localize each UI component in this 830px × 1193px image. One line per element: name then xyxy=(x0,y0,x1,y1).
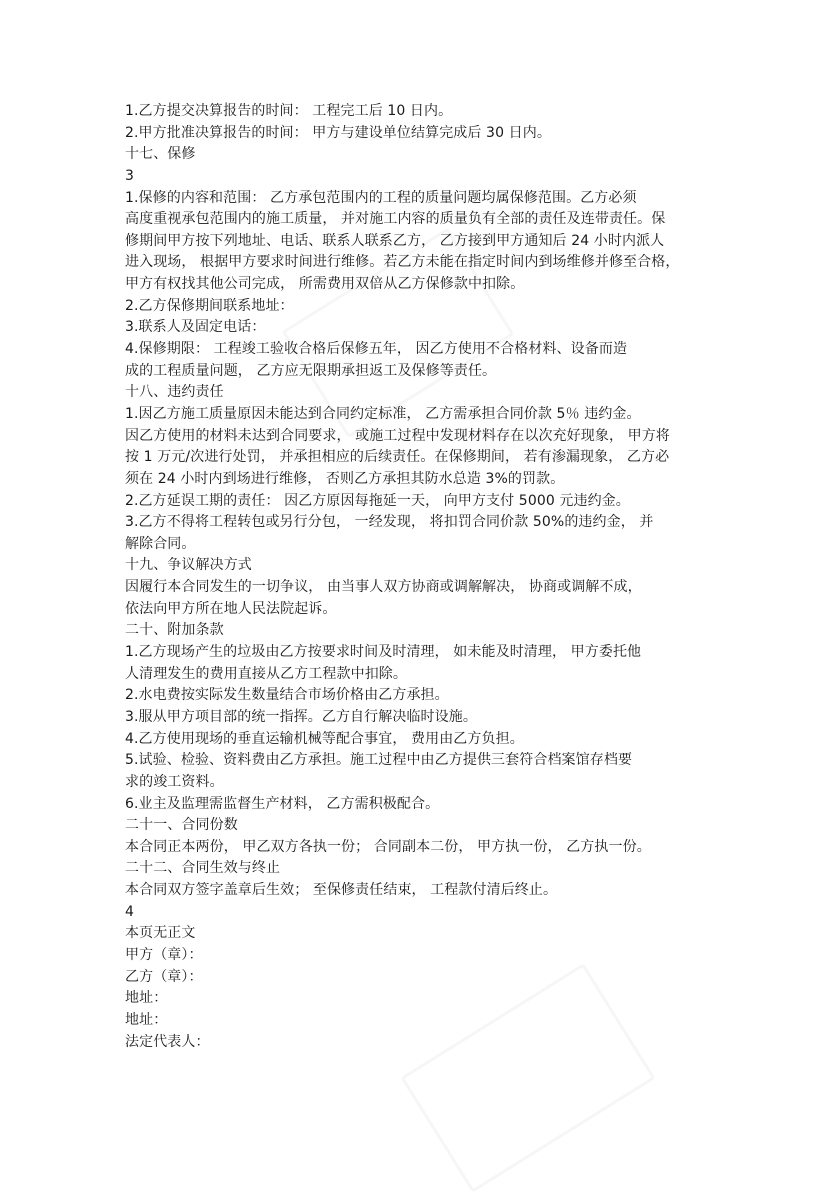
text-line: 本合同双方签字盖章后生效； 至保修责任结束， 工程款付清后终止。 xyxy=(125,882,558,899)
text-line: 2.乙方延误工期的责任： 因乙方原因每拖延一天， 向甲方支付 5000 元违约金。 xyxy=(125,492,630,509)
text-line: 高度重视承包范围内的施工质量， 并对施工内容的质量负有全部的责任及连带责任。保 xyxy=(125,211,666,228)
text-line: 本页无正文 xyxy=(125,925,196,942)
section-heading: 十九、争议解决方式 xyxy=(125,557,252,574)
document-body xyxy=(125,101,705,1053)
text-line: 1.因乙方施工质量原因未能达到合同约定标准， 乙方需承担合同价款 5％ 违约金。 xyxy=(125,405,641,422)
text-line: 成的工程质量问题， 乙方应无限期承担返工及保修等责任。 xyxy=(125,362,497,379)
text-line: 1.乙方提交决算报告的时间： 工程完工后 10 日内。 xyxy=(125,103,453,119)
text-line: 5.试验、检验、资料费由乙方承担。施工过程中由乙方提供三套符合档案馆存档要 xyxy=(125,752,633,769)
page-number: 3 xyxy=(125,167,135,184)
text-line: 6.业主及监理需监督生产材料， 乙方需积极配合。 xyxy=(125,795,440,812)
text-line: 因履行本合同发生的一切争议， 由当事人双方协商或调解解决， 协商或调解不成， xyxy=(125,579,642,596)
text-line: 2.水电费按实际发生数量结合市场价格由乙方承担。 xyxy=(125,687,449,704)
text-line: 解除合同。 xyxy=(125,535,196,552)
section-heading: 十八、违约责任 xyxy=(125,384,224,401)
section-heading: 二十一、合同份数 xyxy=(125,817,238,834)
text-line: 4.保修期限： 工程竣工验收合格后保修五年， 因乙方使用不合格材料、设备而造 xyxy=(125,341,628,358)
signature-field: 乙方（章）： xyxy=(125,968,203,985)
text-line: 修期间甲方按下列地址、电话、联系人联系乙方， 乙方接到甲方通知后 24 小时内派人 xyxy=(125,232,665,249)
signature-field: 法定代表人： xyxy=(125,1033,210,1050)
signature-field: 地址： xyxy=(125,990,168,1007)
text-line: 人清理发生的费用直接从乙方工程款中扣除。 xyxy=(125,665,407,682)
text-line: 按 1 万元/次进行处罚， 并承担相应的后续责任。在保修期间， 若有渗漏现象， 乙方必 xyxy=(125,449,670,466)
signature-field: 地址： xyxy=(125,1011,168,1028)
section-heading: 二十、附加条款 xyxy=(125,622,224,639)
text-line: 本合同正本两份， 甲乙双方各执一份； 合同副本二份， 甲方执一份， 乙方执一份。 xyxy=(125,838,651,855)
section-heading: 十七、保修 xyxy=(125,146,196,163)
text-line: 1.保修的内容和范围： 乙方承包范围内的工程的质量问题均属保修范围。乙方必须 xyxy=(125,189,637,206)
text-line: 3.乙方不得将工程转包或另行分包， 一经发现， 将扣罚合同价款 50%的违约金， 并 xyxy=(125,514,654,531)
text-line: 2.甲方批准决算报告的时间： 甲方与建设单位结算完成后 30 日内。 xyxy=(125,124,551,141)
text-line: 因乙方使用的材料未达到合同要求， 或施工过程中发现材料存在以次充好现象， 甲方将 xyxy=(125,427,670,444)
text-line: 求的竣工资料。 xyxy=(125,773,224,790)
text-line: 须在 24 小时内到场进行维修， 否则乙方承担其防水总造 3%的罚款。 xyxy=(125,470,565,487)
text-line: 甲方有权找其他公司完成， 所需费用双倍从乙方保修款中扣除。 xyxy=(125,276,525,293)
signature-field: 甲方（章）： xyxy=(125,946,203,963)
text-line: 进入现场， 根据甲方要求时间进行维修。若乙方未能在指定时间内到场维修并修至合格， xyxy=(125,254,680,271)
text-line: 3.服从甲方项目部的统一指挥。乙方自行解决临时设施。 xyxy=(125,708,477,725)
text-line: 依法向甲方所在地人民法院起诉。 xyxy=(125,600,337,617)
text-line: 2.乙方保修期间联系地址： xyxy=(125,297,294,314)
page-number: 4 xyxy=(125,903,135,920)
section-heading: 二十二、合同生效与终止 xyxy=(125,860,281,877)
text-line: 1.乙方现场产生的垃圾由乙方按要求时间及时清理， 如未能及时清理， 甲方委托他 xyxy=(125,644,642,661)
text-line: 3.联系人及固定电话： xyxy=(125,319,266,336)
text-line: 4.乙方使用现场的垂直运输机械等配合事宜， 费用由乙方负担。 xyxy=(125,730,524,747)
